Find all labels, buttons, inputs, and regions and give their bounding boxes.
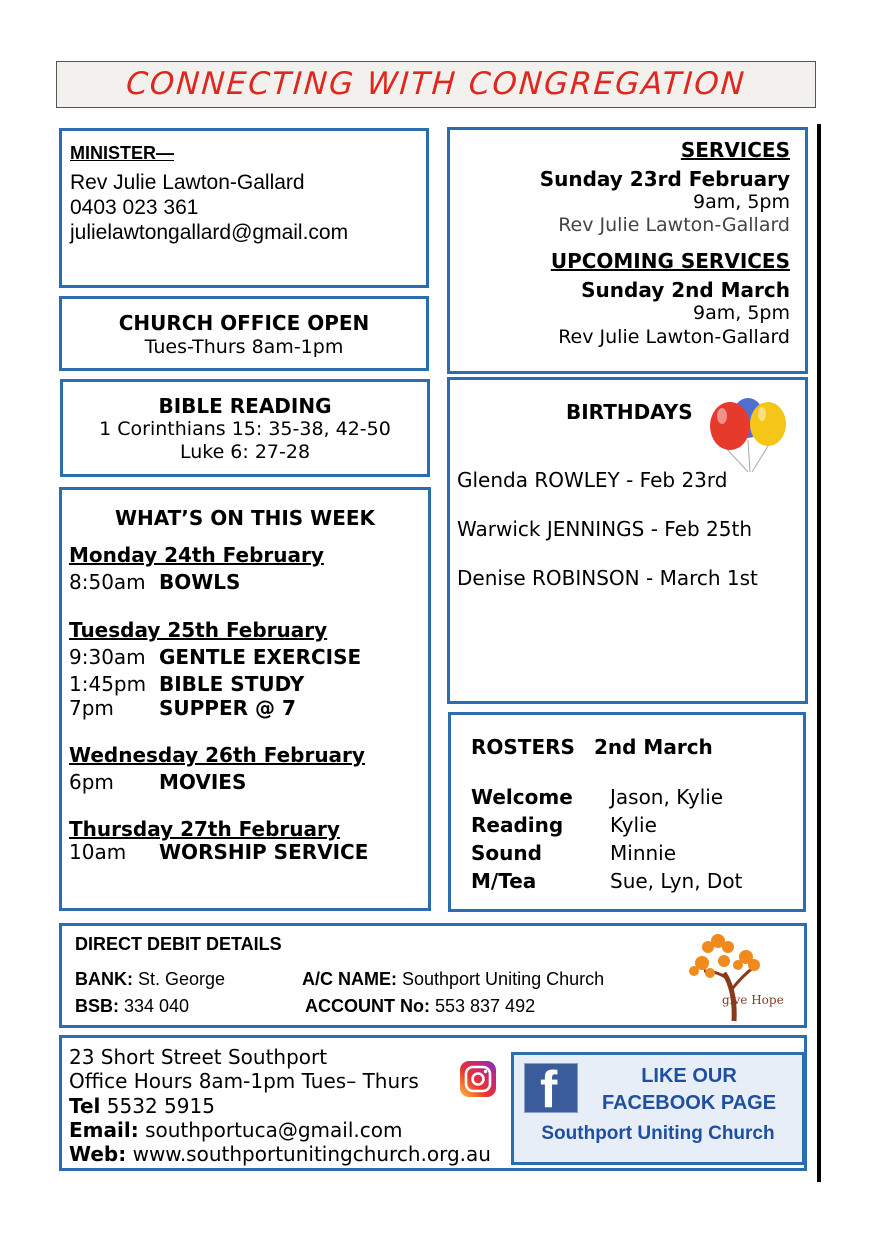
roster-role: M/Tea xyxy=(471,869,537,893)
minister-email[interactable]: julielawtongallard@gmail.com xyxy=(70,221,349,244)
contact-email[interactable]: Email: southportuca@gmail.com xyxy=(69,1118,403,1142)
event-name: WORSHIP SERVICE xyxy=(159,840,369,864)
website[interactable]: Web: www.southportunitingchurch.org.au xyxy=(69,1142,491,1166)
account-name-details: A/C NAME: Southport Uniting Church xyxy=(302,969,605,989)
event-name: BIBLE STUDY xyxy=(159,672,305,696)
office-hours-line: Office Hours 8am-1pm Tues– Thurs xyxy=(69,1069,419,1093)
services-box xyxy=(447,127,808,374)
facebook-line-1: LIKE OUR xyxy=(641,1065,737,1087)
title-banner xyxy=(56,61,816,108)
birthdays-heading: BIRTHDAYS xyxy=(566,400,693,424)
bank-details: BANK: St. George xyxy=(75,969,226,989)
event-time: 9:30am xyxy=(69,645,146,669)
facebook-icon[interactable] xyxy=(524,1063,578,1113)
direct-debit-heading: DIRECT DEBIT DETAILS xyxy=(75,934,282,954)
upcoming-service-times: 9am, 5pm xyxy=(693,302,790,324)
whats-on-heading: WHAT’S ON THIS WEEK xyxy=(114,506,376,530)
minister-phone: 0403 023 361 xyxy=(70,196,199,219)
day-heading: Tuesday 25th February xyxy=(69,618,328,642)
roster-role: Reading xyxy=(471,813,564,837)
birthday-item: Warwick JENNINGS - Feb 25th xyxy=(457,517,752,541)
page-title: CONNECTING WITH CONGREGATION xyxy=(124,66,748,102)
minister-name: Rev Julie Lawton-Gallard xyxy=(70,171,305,194)
direct-debit-box xyxy=(59,923,807,1028)
event-time: 10am xyxy=(69,840,127,864)
facebook-icon-letter: f xyxy=(540,1063,558,1113)
event-time: 8:50am xyxy=(69,570,146,594)
event-name: GENTLE EXERCISE xyxy=(159,645,362,669)
birthday-item: Denise ROBINSON - March 1st xyxy=(457,566,758,590)
roster-names: Kylie xyxy=(610,813,657,837)
upcoming-service-date: Sunday 2nd March xyxy=(581,278,790,302)
roster-names: Sue, Lyn, Dot xyxy=(610,869,743,893)
rosters-heading: ROSTERS xyxy=(471,735,575,759)
rosters-date: 2nd March xyxy=(594,735,713,759)
telephone: Tel 5532 5915 xyxy=(69,1094,215,1118)
event-name: BOWLS xyxy=(159,570,241,594)
balloon-red xyxy=(710,402,750,450)
office-box xyxy=(59,296,429,371)
services-heading: SERVICES xyxy=(680,138,790,162)
event-time: 6pm xyxy=(69,770,114,794)
day-heading: Thursday 27th February xyxy=(69,817,340,841)
service-minister: Rev Julie Lawton-Gallard xyxy=(558,214,790,236)
give-hope-tree-icon xyxy=(688,929,794,1025)
contact-box xyxy=(59,1035,807,1171)
birthday-item: Glenda ROWLEY - Feb 23rd xyxy=(457,468,728,492)
service-date: Sunday 23rd February xyxy=(539,167,790,191)
facebook-panel[interactable] xyxy=(511,1052,805,1165)
balloons-icon xyxy=(706,388,792,474)
minister-heading: MINISTER— xyxy=(70,143,175,163)
event-time: 7pm xyxy=(69,696,114,720)
address: 23 Short Street Southport xyxy=(69,1045,328,1069)
office-heading: CHURCH OFFICE OPEN xyxy=(118,311,370,335)
account-number-details: ACCOUNT No: 553 837 492 xyxy=(305,996,536,1016)
upcoming-services-heading: UPCOMING SERVICES xyxy=(550,249,790,273)
minister-box xyxy=(59,128,429,288)
bible-line: Luke 6: 27-28 xyxy=(179,441,311,463)
upcoming-service-minister: Rev Julie Lawton-Gallard xyxy=(558,326,790,348)
right-divider xyxy=(817,124,821,1182)
service-times: 9am, 5pm xyxy=(693,191,790,213)
balloon-yellow xyxy=(750,402,786,446)
facebook-page-name[interactable]: Southport Uniting Church xyxy=(541,1123,775,1144)
bible-line: 1 Corinthians 15: 35-38, 42-50 xyxy=(99,418,391,440)
instagram-icon[interactable] xyxy=(459,1060,497,1098)
office-hours: Tues-Thurs 8am-1pm xyxy=(144,336,344,358)
event-name: MOVIES xyxy=(159,770,247,794)
roster-names: Jason, Kylie xyxy=(610,785,724,809)
bible-reading-box xyxy=(60,379,430,477)
roster-role: Sound xyxy=(471,841,542,865)
roster-names: Minnie xyxy=(610,841,677,865)
roster-role: Welcome xyxy=(471,785,573,809)
bsb-details: BSB: 334 040 xyxy=(75,996,190,1016)
give-hope-logo xyxy=(688,929,794,1025)
day-heading: Monday 24th February xyxy=(69,543,324,567)
event-time: 1:45pm xyxy=(69,672,147,696)
facebook-line-2: FACEBOOK PAGE xyxy=(601,1092,777,1114)
bible-heading: BIBLE READING xyxy=(158,394,332,418)
whats-on-box xyxy=(59,487,431,911)
event-name: SUPPER @ 7 xyxy=(159,696,296,720)
rosters-box xyxy=(448,712,806,912)
birthdays-box xyxy=(447,377,808,704)
day-heading: Wednesday 26th February xyxy=(69,743,365,767)
give-hope-text: give Hope xyxy=(722,993,784,1007)
